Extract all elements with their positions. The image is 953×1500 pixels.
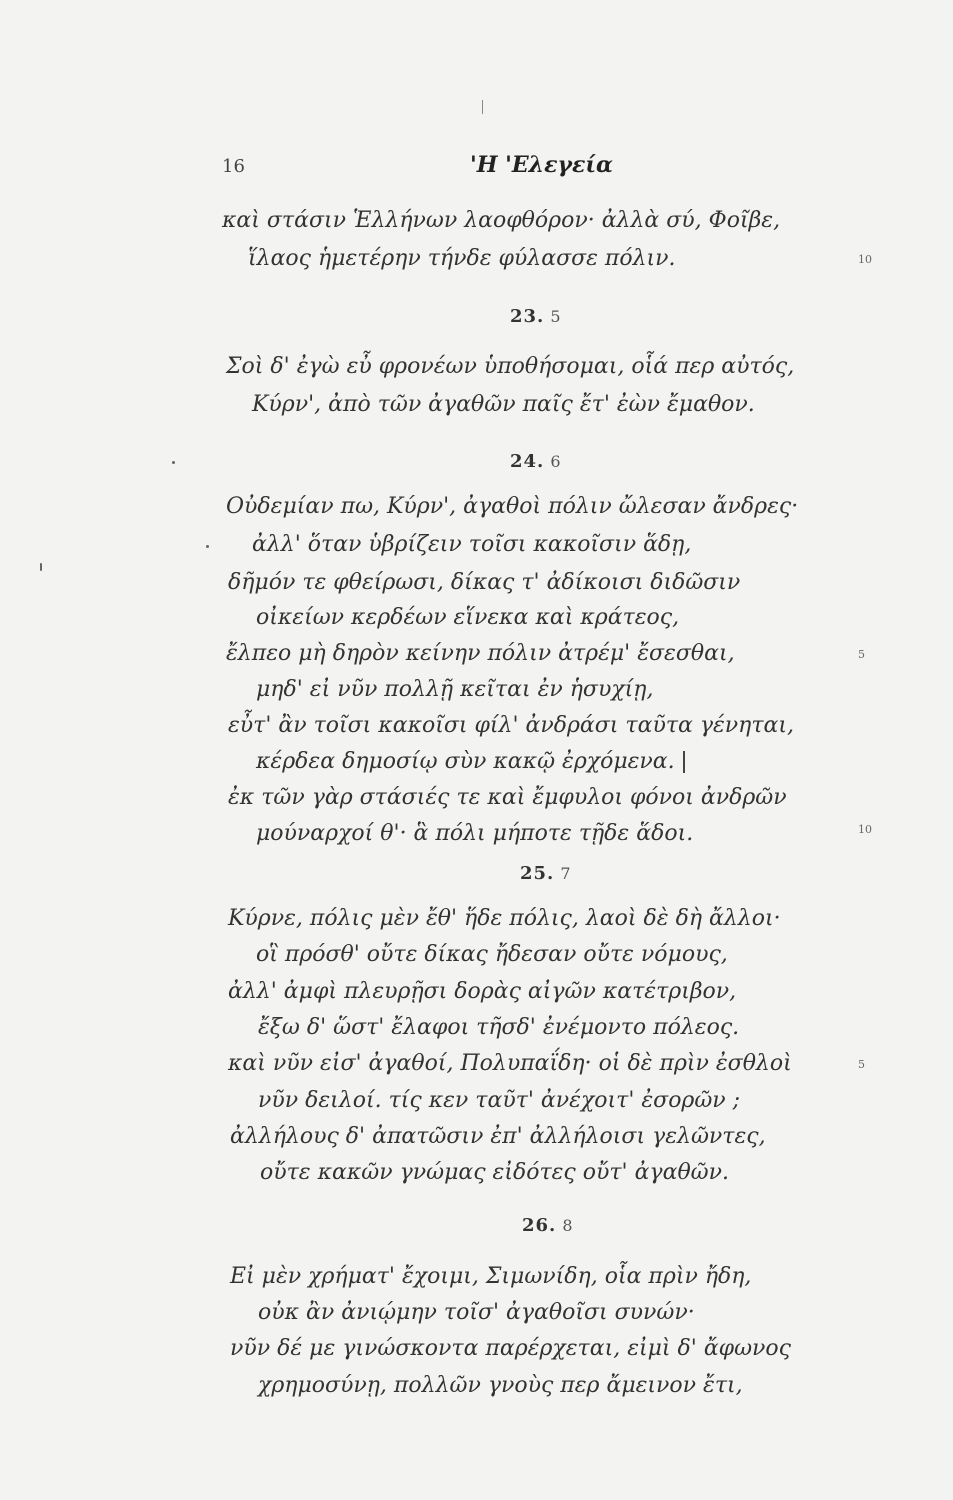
section-heading-23 xyxy=(510,306,562,327)
section-subnumber: 7 xyxy=(560,864,572,883)
verse-line: δῆμόν τε φθείρωσι, δίκας τ' ἀδίκοισι διδῶσιν xyxy=(228,570,741,595)
verse-line: ἀλλ' ἀμφὶ πλευρῇσι δορὰς αἰγῶν κατέτριβον, xyxy=(228,979,737,1004)
verse-line: χρημοσύνῃ, πολλῶν γνοὺς περ ἄμεινον ἔτι, xyxy=(258,1373,743,1398)
verse-line: Σοὶ δ' ἐγὼ εὖ φρονέων ὑποθήσομαι, οἷά περ αὐτός, xyxy=(226,354,795,379)
margin-line-number: 5 xyxy=(858,648,865,661)
specks xyxy=(206,545,209,548)
section-heading-26 xyxy=(522,1215,574,1236)
section-subnumber: 6 xyxy=(550,452,562,471)
top-mark xyxy=(482,100,483,114)
verse-line: καὶ νῦν εἰσ' ἀγαθοί, Πολυπαΐδη· οἱ δὲ πρὶν ἐσθλοὶ xyxy=(228,1051,792,1076)
page-number: 16 xyxy=(222,156,245,177)
running-head: 'Η 'Ελεγεία xyxy=(470,152,613,178)
verse-line: καὶ στάσιν Ἑλλήνων λαοφθόρον· ἀλλὰ σύ, Φοῖβε, xyxy=(222,208,781,233)
specks xyxy=(172,461,175,464)
section-number: 23. xyxy=(510,306,545,327)
margin-line-number: 5 xyxy=(858,1058,865,1071)
verse-line: μηδ' εἰ νῦν πολλῇ κεῖται ἐν ἡσυχίῃ, xyxy=(256,677,654,702)
section-mark xyxy=(683,751,685,773)
section-number: 26. xyxy=(522,1215,557,1236)
margin-line-number: 10 xyxy=(858,823,872,836)
section-number: 25. xyxy=(520,863,555,884)
verse-line: ἔλπεο μὴ δηρὸν κείνην πόλιν ἀτρέμ' ἔσεσθαι, xyxy=(226,641,735,666)
verse-line: εὖτ' ἂν τοῖσι κακοῖσι φίλ' ἀνδράσι ταῦτα γένηται, xyxy=(228,713,795,738)
section-heading-24 xyxy=(510,451,562,472)
verse-line: ἀλλήλους δ' ἀπατῶσιν ἐπ' ἀλλήλοισι γελῶντες, xyxy=(230,1124,766,1149)
verse-line: Κύρν', ἀπὸ τῶν ἀγαθῶν παῖς ἔτ' ἐὼν ἔμαθον. xyxy=(252,392,755,417)
verse-line: οἰκείων κερδέων εἵνεκα καὶ κράτεος, xyxy=(256,605,680,630)
verse-line: ἔξω δ' ὥστ' ἔλαφοι τῆσδ' ἐνέμοντο πόλεος. xyxy=(258,1015,740,1040)
verse-line: Οὐδεμίαν πω, Κύρν', ἀγαθοὶ πόλιν ὤλεσαν ἄνδρες· xyxy=(226,494,799,519)
verse-line: Εἰ μὲν χρήματ' ἔχοιμι, Σιμωνίδη, οἷα πρὶν ἤδη, xyxy=(230,1264,752,1289)
section-heading-25 xyxy=(520,863,572,884)
verse-line: οἳ πρόσθ' οὔτε δίκας ἤδεσαν οὔτε νόμους, xyxy=(256,942,728,967)
verse-line: νῦν δειλοί. τίς κεν ταῦτ' ἀνέχοιτ' ἐσορῶν ; xyxy=(258,1088,741,1113)
margin-line-number: 10 xyxy=(858,253,872,266)
verse-line: ἵλαος ἡμετέρην τήνδε φύλασσε πόλιν. xyxy=(248,246,676,271)
verse-line: Κύρνε, πόλις μὲν ἔθ' ἥδε πόλις, λαοὶ δὲ δὴ ἄλλοι· xyxy=(228,906,781,931)
section-subnumber: 5 xyxy=(550,307,562,326)
specks xyxy=(40,563,42,571)
section-number: 24. xyxy=(510,451,545,472)
verse-line: οὔτε κακῶν γνώμας εἰδότες οὔτ' ἀγαθῶν. xyxy=(260,1160,729,1185)
verse-line xyxy=(256,749,685,774)
verse-line: μούναρχοί θ'· ἃ πόλι μήποτε τῇδε ἅδοι. xyxy=(256,821,694,846)
verse-line: ἀλλ' ὅταν ὑβρίζειν τοῖσι κακοῖσιν ἅδῃ, xyxy=(252,532,692,557)
section-subnumber: 8 xyxy=(562,1216,574,1235)
verse-line: νῦν δέ με γινώσκοντα παρέρχεται, εἰμὶ δ' ἄφωνος xyxy=(230,1336,791,1361)
verse-line: ἐκ τῶν γὰρ στάσιές τε καὶ ἔμφυλοι φόνοι ἀνδρῶν xyxy=(228,785,787,810)
verse-line-text: κέρδεα δημοσίῳ σὺν κακῷ ἐρχόμενα. xyxy=(256,749,675,774)
verse-line: οὐκ ἂν ἀνιῴμην τοῖσ' ἀγαθοῖσι συνών· xyxy=(258,1300,695,1325)
